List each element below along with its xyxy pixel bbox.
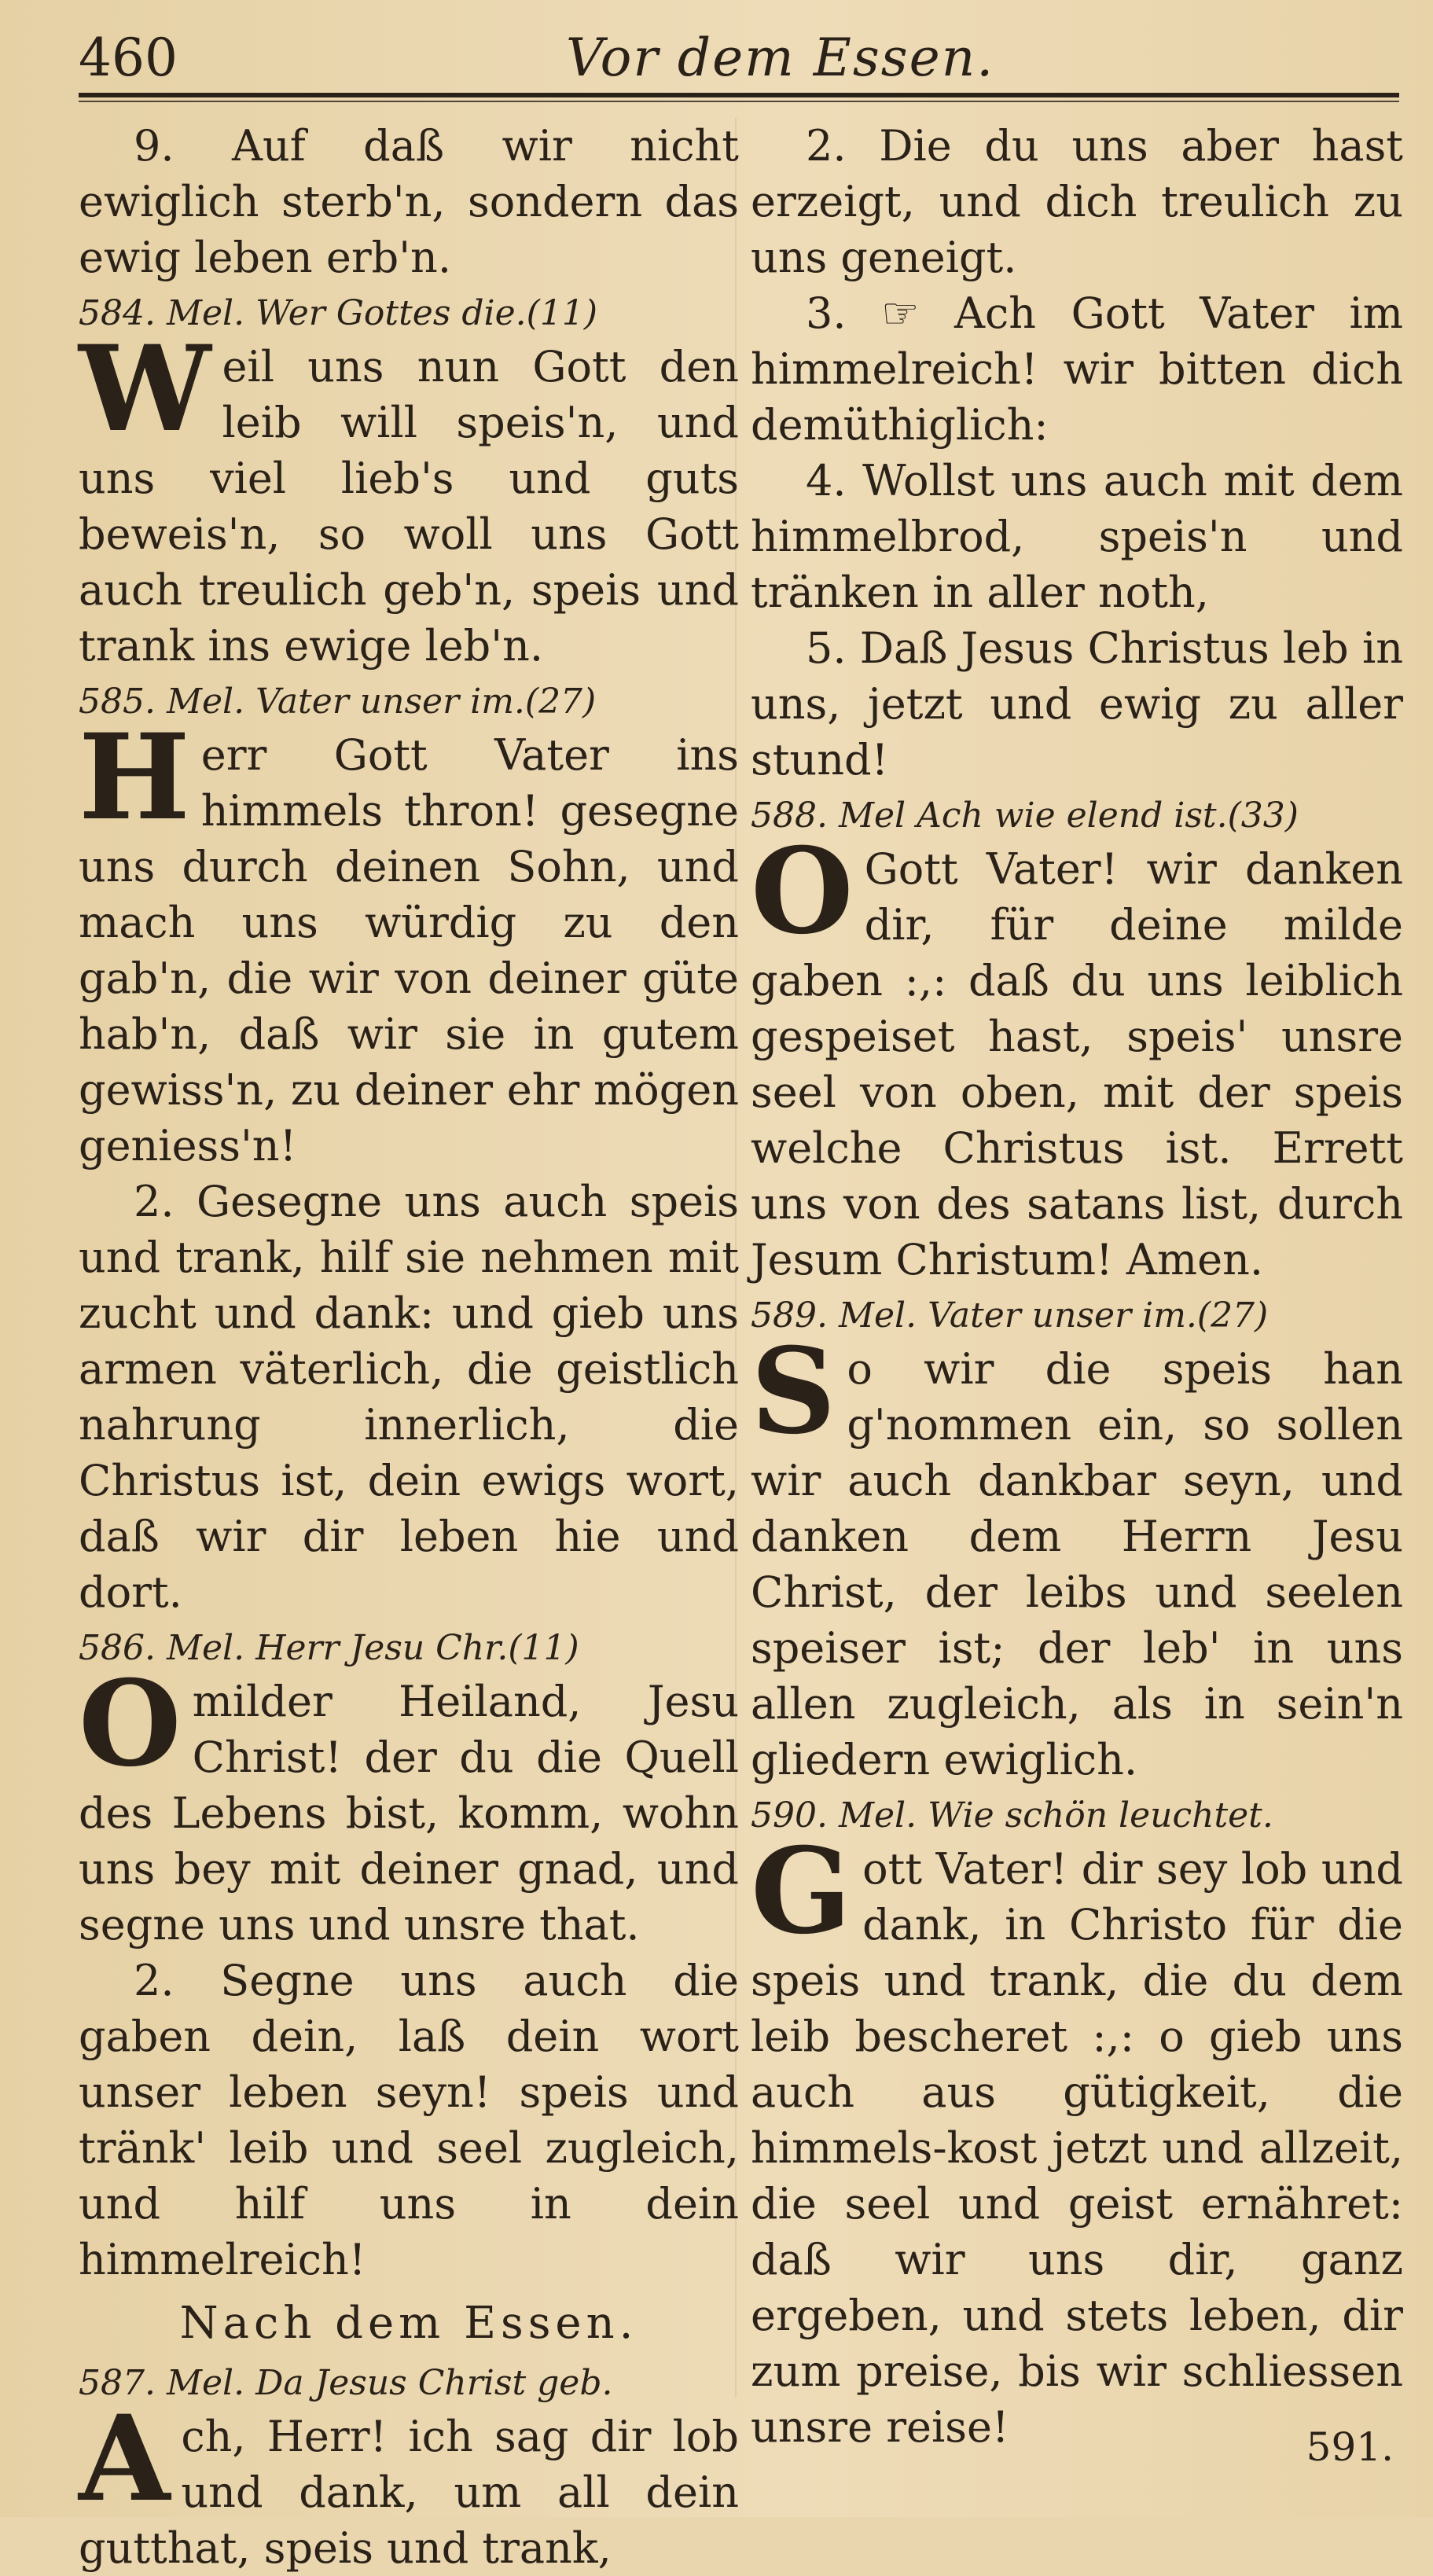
hymn-584-text bbox=[79, 320, 739, 674]
hymn-588-text bbox=[751, 822, 1403, 1288]
hymn-585-melody: 585. Mel. Vater unser im.(27) bbox=[79, 682, 597, 722]
hymn-588-body: Gott Vater! wir danken dir, für deine milde gaben :,: daß du uns leiblich gespeiset hast, speis' unsre seel von oben, mit der speis welche Christus ist. Errett uns von des satans list, durch Jesum Christum! Amen. bbox=[751, 844, 1403, 1284]
hymn-585-body: err Gott Vater ins himmels thron! gesegne uns durch deinen Sohn, und mach uns würdig zu den gab'n, die wir von deiner güte hab'n, daß wir sie in gutem gewiss'n, zu deiner ehr mögen geniess'n! bbox=[79, 730, 739, 1170]
section-heading: Nach dem Essen. bbox=[179, 2298, 638, 2349]
hymn-584-body: eil uns nun Gott den leib will speis'n, und uns viel lieb's und guts beweis'n, so woll uns Gott auch treulich geb'n, speis und trank ins ewige leb'n. bbox=[79, 342, 739, 671]
hymn-587-verse-4: 4. Wollst uns auch mit dem himmelbrod, speis'n und tränken in aller noth, bbox=[751, 456, 1403, 617]
hymn-586-melody: 586. Mel. Herr Jesu Chr.(11) bbox=[79, 1628, 579, 1668]
hymn-587-verse-3: 3. ☞ Ach Gott Vater im himmelreich! wir bitten dich demüthiglich: bbox=[751, 288, 1403, 450]
hymn-587-text bbox=[79, 2390, 739, 2576]
hymn-586-text bbox=[79, 1655, 739, 1953]
header-rule bbox=[79, 93, 1399, 97]
hymn-586-initial: O bbox=[79, 1655, 182, 1793]
column-gutter bbox=[735, 118, 737, 2398]
hymn-589-text bbox=[751, 1322, 1403, 1788]
verse-9: 9. Auf daß wir nicht ewiglich sterb'n, sondern das ewig leben erb'n. bbox=[79, 121, 739, 282]
hymn-585-initial: H bbox=[79, 708, 190, 847]
hymn-589-initial: S bbox=[751, 1322, 836, 1461]
hymn-587-verse-2: 2. Die du uns aber hast erzeigt, und dich treulich zu uns geneigt. bbox=[751, 121, 1403, 282]
hymn-586-verse-2: 2. Segne uns auch die gaben dein, laß dein wort unser leben seyn! speis und tränk' leib und seel zugleich, und hilf uns in dein himmelreich! bbox=[79, 1956, 739, 2284]
page-number: 460 bbox=[79, 28, 178, 88]
right-column bbox=[751, 118, 1403, 2455]
hymn-586-body: milder Heiland, Jesu Christ! der du die Quell des Lebens bist, komm, wohn uns bey mit deiner gnad, und segne uns und unsre that. bbox=[79, 1677, 739, 1949]
left-column bbox=[79, 118, 739, 2576]
hymn-587-initial: A bbox=[79, 2390, 171, 2528]
hymn-590-text bbox=[751, 1822, 1403, 2455]
catchword: 591. bbox=[1306, 2424, 1394, 2470]
hymn-590-body: ott Vater! dir sey lob und dank, in Christo für die speis und trank, die du dem leib bescheret :,: o gieb uns auch aus gütigkeit, die himmels-kost jetzt und allzeit, die seel und geist ernähret: daß wir uns dir, ganz ergeben, und stets leben, dir zum preise, bis wir schliessen unsre reise! bbox=[751, 1844, 1403, 2452]
hymn-587-verse-5: 5. Daß Jesus Christus leb in uns, jetzt und ewig zu aller stund! bbox=[751, 623, 1403, 785]
hymn-584-melody: 584. Mel. Wer Gottes die.(11) bbox=[79, 293, 597, 333]
hymn-590-initial: G bbox=[751, 1822, 852, 1960]
hymn-588-initial: O bbox=[751, 822, 854, 961]
hymn-587-melody: 587. Mel. Da Jesus Christ geb. bbox=[79, 2363, 613, 2403]
hymn-587-body: ch, Herr! ich sag dir lob und dank, um all dein gutthat, speis und trank, bbox=[79, 2412, 739, 2573]
page-header bbox=[79, 24, 1399, 94]
hymn-584-initial: W bbox=[79, 320, 211, 458]
hymn-585-text bbox=[79, 708, 739, 1174]
running-title: Vor dem Essen. bbox=[566, 28, 995, 88]
hymn-588-melody: 588. Mel Ach wie elend ist.(33) bbox=[751, 796, 1299, 836]
hymn-585-verse-2: 2. Gesegne uns auch speis und trank, hilf sie nehmen mit zucht und dank: und gieb uns armen väterlich, die geistlich nahrung innerlich, die Christus ist, dein ewigs wort, daß wir dir leben hie und dort. bbox=[79, 1177, 739, 1617]
hymn-590-melody: 590. Mel. Wie schön leuchtet. bbox=[751, 1795, 1273, 1836]
header-rule-thin bbox=[79, 101, 1399, 102]
hymn-589-body: o wir die speis han g'nommen ein, so sollen wir auch dankbar seyn, und danken dem Herrn Jesu Christ, der leibs und seelen speiser ist; der leb' in uns allen zugleich, als in sein'n gliedern ewiglich. bbox=[751, 1344, 1403, 1784]
hymn-589-melody: 589. Mel. Vater unser im.(27) bbox=[751, 1295, 1269, 1336]
